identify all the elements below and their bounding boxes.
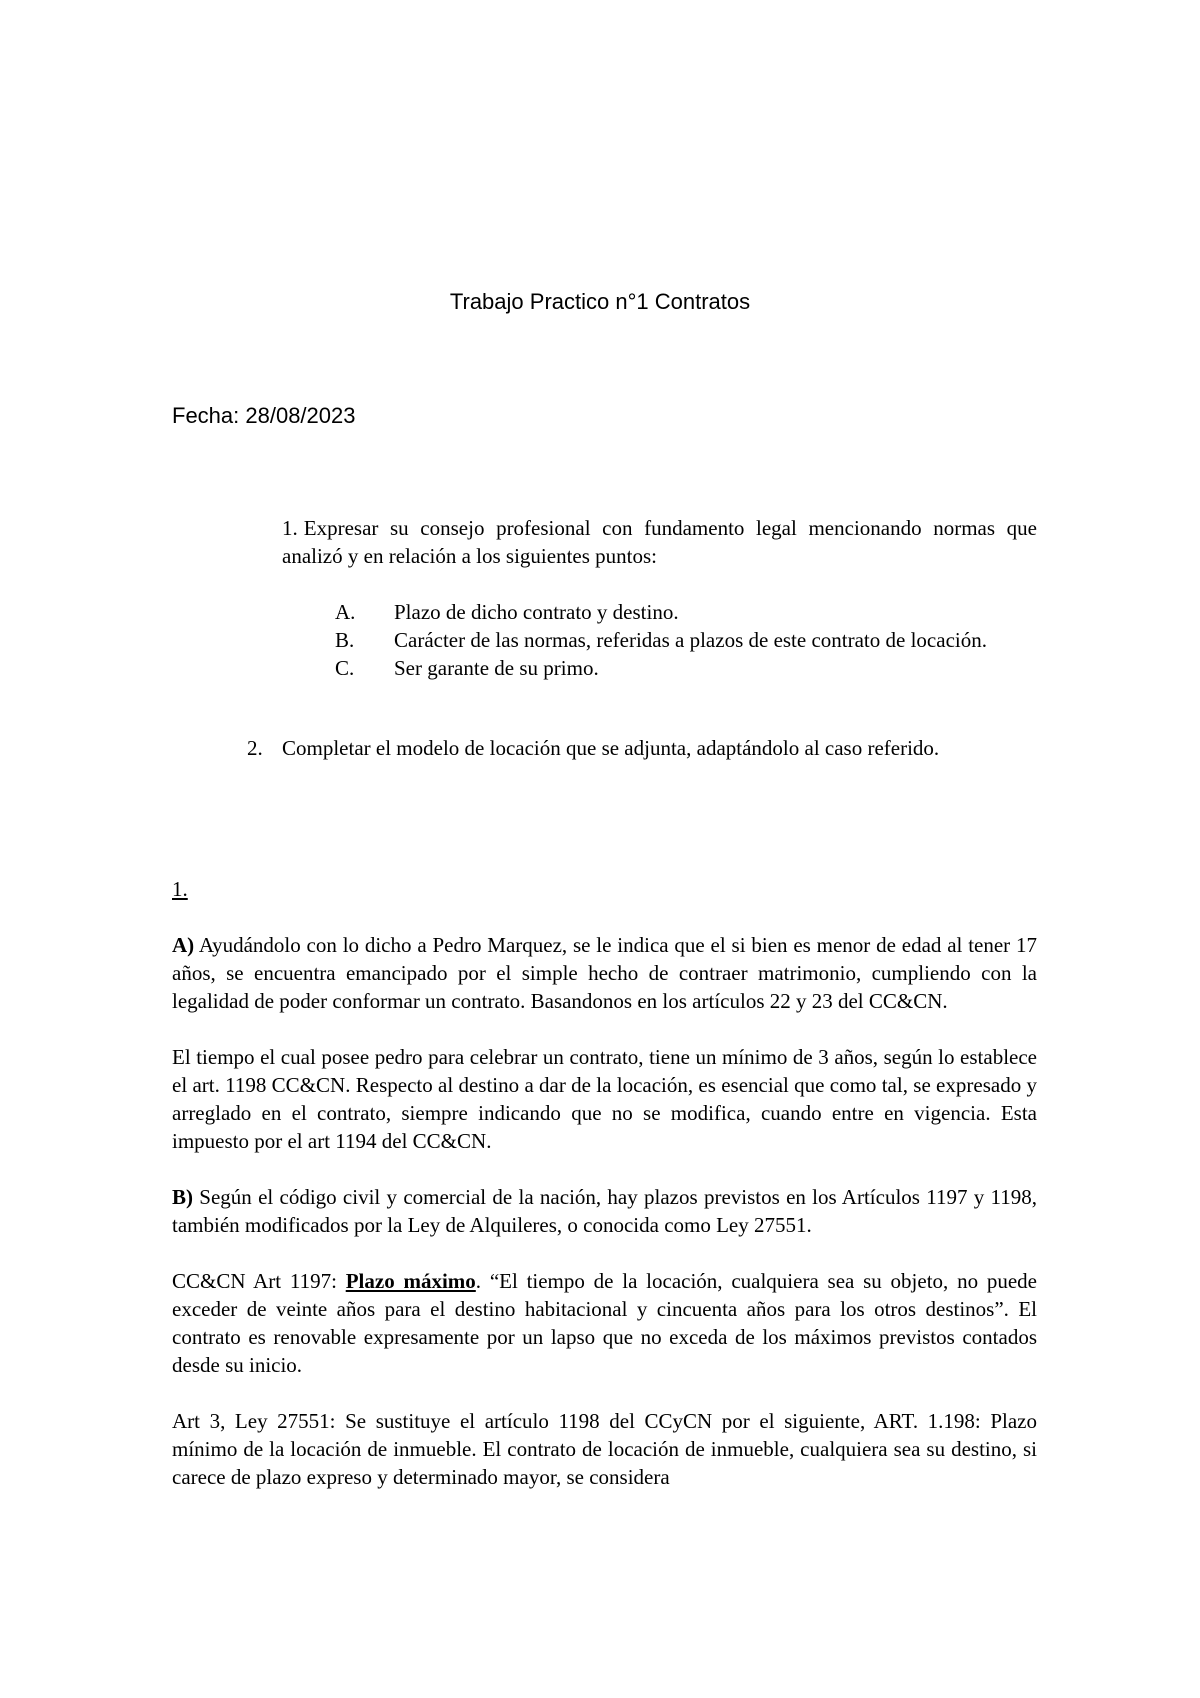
question-2	[247, 734, 1037, 762]
answer-paragraph-a	[172, 931, 1037, 1015]
document-date: Fecha: 28/08/2023	[172, 403, 356, 428]
sub-item-letter: A.	[335, 600, 356, 624]
art1197-text: . “El tiempo de la locación, cualquiera sea su objeto, no puede exceder de veinte años para el destino habitacional y cincuenta años para los otros destinos”. El contrato es renovable expresamente por un lapso que no exceda de los máximos previstos contados desde su inicio.	[172, 1269, 1037, 1377]
question-1-sublist	[335, 598, 1037, 682]
question-1-number: 1.	[282, 516, 298, 540]
question-1-text: Expresar su consejo profesional con fundamento legal mencionando normas que analizó y en relación a los siguientes puntos:	[282, 516, 1037, 568]
sub-item-letter: C.	[335, 656, 355, 680]
sub-item-text: Carácter de las normas, referidas a plazos de este contrato de locación.	[394, 628, 987, 652]
sub-item-text: Ser garante de su primo.	[394, 656, 599, 680]
question-1	[282, 514, 1037, 570]
answer-label-a: A)	[172, 933, 195, 957]
answer-paragraph-b	[172, 1183, 1037, 1239]
answer-body	[172, 875, 1037, 1519]
sub-item-c	[335, 654, 1037, 682]
answer-paragraph-ley27551: Art 3, Ley 27551: Se sustituye el artículo 1198 del CCyCN por el siguiente, ART. 1.198: Plazo mínimo de la locación de inmueble. El contrato de locación de inmueble, cualquiera sea su destino, si carece de plazo expreso y determinado mayor, se considera	[172, 1409, 1037, 1489]
answer-paragraph-a2: El tiempo el cual posee pedro para celebrar un contrato, tiene un mínimo de 3 años, según lo establece el art. 1198 CC&CN. Respecto al destino a dar de la locación, es esencial que como tal, se expresado y arreglado en el contrato, siempre indicando que no se modifica, cuando entre en vigencia. Esta impuesto por el art 1194 del CC&CN.	[172, 1045, 1037, 1153]
art1197-prefix: CC&CN Art 1197:	[172, 1269, 346, 1293]
answer-label-b: B)	[172, 1185, 193, 1209]
sub-item-letter: B.	[335, 628, 355, 652]
answer-section-heading	[172, 875, 1037, 903]
answer-text-b: Según el código civil y comercial de la nación, hay plazos previstos en los Artículos 1197 y 1198, también modificados por la Ley de Alquileres, o conocida como Ley 27551.	[172, 1185, 1037, 1237]
question-2-text: Completar el modelo de locación que se adjunta, adaptándolo al caso referido.	[282, 736, 940, 760]
answer-paragraph-art1197	[172, 1267, 1037, 1379]
sub-item-a	[335, 598, 1037, 626]
art1197-heading: Plazo máximo	[345, 1269, 476, 1293]
sub-item-text: Plazo de dicho contrato y destino.	[394, 600, 679, 624]
sub-item-b	[335, 626, 1037, 654]
document-title: Trabajo Practico n°1 Contratos	[449, 289, 751, 314]
question-2-number: 2.	[247, 736, 263, 760]
answer-text-a: Ayudándolo con lo dicho a Pedro Marquez, se le indica que el si bien es menor de edad al tener 17 años, se encuentra emancipado por el simple hecho de contraer matrimonio, cumpliendo con la legalidad de poder conformar un contrato. Basandonos en los artículos 22 y 23 del CC&CN.	[172, 933, 1037, 1013]
answer-section-number: 1.	[172, 877, 188, 901]
